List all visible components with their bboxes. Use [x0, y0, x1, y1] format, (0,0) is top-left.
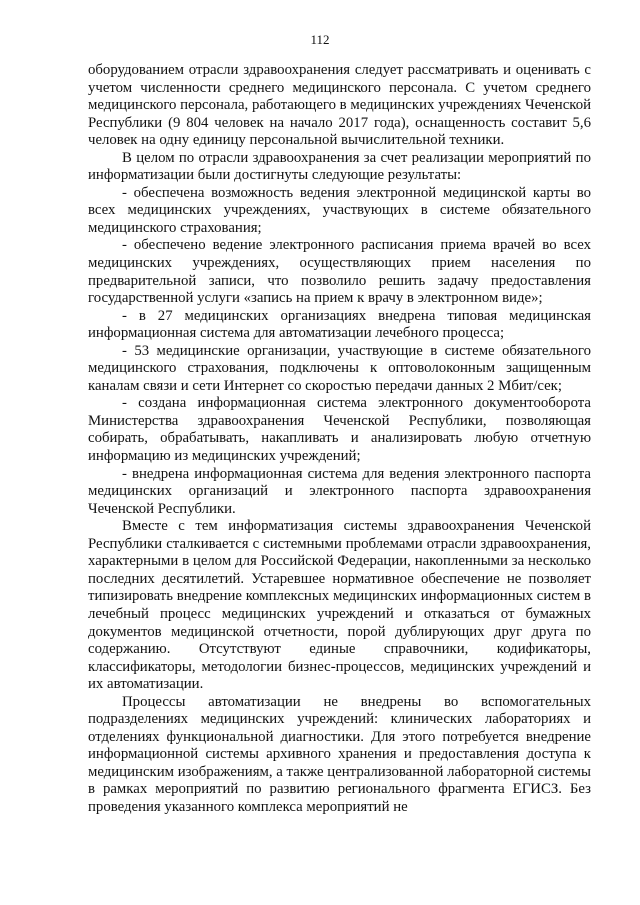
page-number: 112: [310, 32, 330, 47]
paragraph-automation: Процессы автоматизации не внедрены во вспомогательных подразделениях медицинских учреждений: клинических лабораториях и отделениях функциональной диагностики. Для этого потребуется внедрение информационной системы архивного хранения и предоставления доступа к медицинским изображениям, а также централизованной лабораторной системы в рамках мероприятий по развитию регионального фрагмента ЕГИСЗ. Без проведения указанного комплекса мероприятий не: [88, 693, 591, 815]
paragraph-results-intro: В целом по отрасли здравоохранения за счет реализации мероприятий по информатизации были достигнуты следующие результаты:: [88, 149, 591, 184]
list-item-schedule: - обеспечено ведение электронного расписания приема врачей во всех медицинских учреждениях, осуществляющих прием населения по предварительной записи, что позволило решить задачу предоставления государственной услуги «запись на прием к врачу в электронном виде»;: [88, 237, 591, 307]
paragraph-continuation: оборудованием отрасли здравоохранения следует рассматривать и оценивать с учетом численности среднего медицинского персонала. С учетом среднего медицинского персонала, работающего в медицинских учреждениях Чеченской Республики (9 804 человек на начало 2017 года), оснащенность составит 5,6 человек на одну единицу персональной вычислительной техники.: [88, 62, 592, 149]
list-item-mis: - в 27 медицинских организациях внедрена типовая медицинская информационная система для автоматизации лечебного процесса;: [88, 307, 591, 342]
list-item-passport: - внедрена информационная система для ведения электронного паспорта медицинских организаций и электронного паспорта здравоохранения Чеченской Республики.: [88, 465, 591, 517]
paragraph-problems: Вместе с тем информатизация системы здравоохранения Чеченской Республики сталкивается с системными проблемами отрасли здравоохранения, характерными в целом для Российской Федерации, накопленными за несколько последних десятилетий. Устаревшее нормативное обеспечение не позволяет типизировать внедрение комплексных медицинских информационных систем в лечебный процесс медицинских учреждений и отказаться от бумажных документов медицинской отчетности, порой дублирующих друг друга по содержанию. Отсутствуют единые справочники, кодификаторы, классификаторы, методологии бизнес-процессов, медицинских учреждений и их автоматизации.: [88, 518, 591, 693]
body-text: [88, 62, 591, 817]
list-item-emr: - обеспечена возможность ведения электронной медицинской карты во всех медицинских учреждениях, участвующих в системе обязательного медицинского страхования;: [88, 184, 591, 236]
list-item-edms: - создана информационная система электронного документооборота Министерства здравоохранения Чеченской Республики, позволяющая собирать, обрабатывать, накапливать и анализировать любую отчетную информацию из медицинских учреждений;: [88, 395, 591, 465]
list-item-network: - 53 медицинские организации, участвующие в системе обязательного медицинского страхования, подключены к оптоволоконным защищенным каналам связи и сети Интернет со скоростью передачи данных 2 Мбит/сек;: [88, 342, 591, 394]
